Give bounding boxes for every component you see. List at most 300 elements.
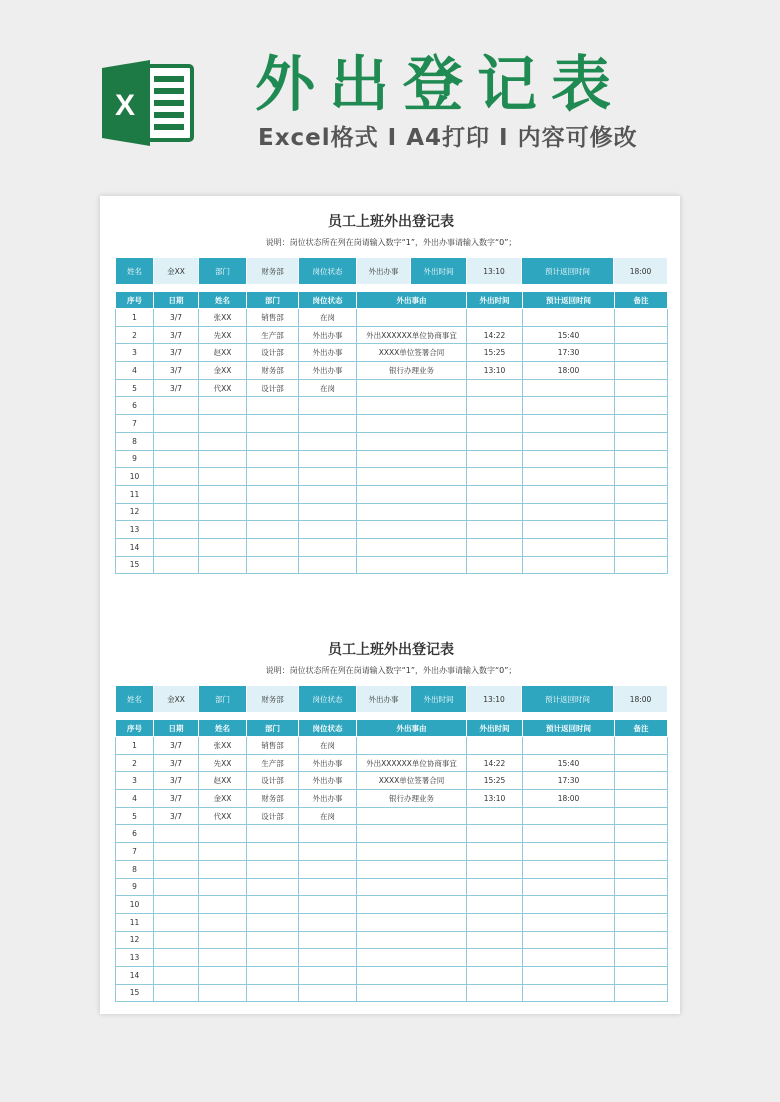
table-cell-return-time[interactable]: 18:00 (523, 790, 615, 808)
table-cell-date[interactable]: 3/7 (154, 309, 199, 327)
table-cell-remark[interactable] (615, 790, 668, 808)
table-cell-reason[interactable] (357, 485, 467, 503)
table-cell-index[interactable]: 13 (116, 521, 154, 539)
table-cell-out-time[interactable]: 15:25 (467, 772, 523, 790)
table-cell-name[interactable] (199, 468, 247, 486)
table-cell-status[interactable] (299, 825, 357, 843)
table-cell-name[interactable]: 先XX (199, 754, 247, 772)
table-cell-name[interactable]: 赵XX (199, 772, 247, 790)
table-cell-status[interactable] (299, 521, 357, 539)
table-cell-return-time[interactable] (523, 984, 615, 1002)
table-cell-date[interactable]: 3/7 (154, 379, 199, 397)
table-cell-out-time[interactable]: 14:22 (467, 326, 523, 344)
table-cell-status[interactable]: 在岗 (299, 737, 357, 755)
table-cell-index[interactable]: 12 (116, 503, 154, 521)
table-cell-return-time[interactable] (523, 503, 615, 521)
table-cell-dept[interactable] (247, 538, 299, 556)
table-cell-status[interactable] (299, 896, 357, 914)
table-cell-return-time[interactable] (523, 843, 615, 861)
table-cell-out-time[interactable] (467, 807, 523, 825)
column-header-return-time: 预计返回时间 (523, 292, 615, 309)
table-cell-index[interactable]: 1 (116, 309, 154, 327)
table-cell-reason[interactable] (357, 556, 467, 574)
table-row (116, 984, 668, 1002)
table-cell-reason[interactable] (357, 503, 467, 521)
table-cell-return-time[interactable] (523, 860, 615, 878)
table-cell-out-time[interactable] (467, 468, 523, 486)
table-cell-dept[interactable] (247, 468, 299, 486)
info-out-time-value[interactable]: 13:10 (467, 258, 522, 285)
table-cell-index[interactable]: 5 (116, 379, 154, 397)
table-cell-out-time[interactable]: 13:10 (467, 790, 523, 808)
table-cell-status[interactable] (299, 468, 357, 486)
table-cell-reason[interactable] (357, 896, 467, 914)
table-cell-name[interactable] (199, 521, 247, 539)
table-cell-date[interactable]: 3/7 (154, 344, 199, 362)
sheet-title: 员工上班外出登记表 (328, 642, 454, 658)
table-row (116, 344, 668, 362)
table-cell-remark[interactable] (615, 538, 668, 556)
table-cell-return-time[interactable]: 17:30 (523, 772, 615, 790)
table-cell-date[interactable] (154, 878, 199, 896)
table-cell-out-time[interactable]: 15:25 (467, 344, 523, 362)
table-cell-status[interactable]: 外出办事 (299, 790, 357, 808)
table-cell-return-time[interactable] (523, 825, 615, 843)
table-cell-status[interactable] (299, 913, 357, 931)
table-cell-status[interactable] (299, 450, 357, 468)
table-cell-index[interactable]: 6 (116, 397, 154, 415)
table-cell-out-time[interactable] (467, 878, 523, 896)
table-cell-return-time[interactable]: 18:00 (523, 362, 615, 380)
table-cell-reason[interactable] (357, 860, 467, 878)
table-cell-return-time[interactable] (523, 521, 615, 539)
table-cell-dept[interactable]: 销售部 (247, 737, 299, 755)
table-cell-date[interactable] (154, 485, 199, 503)
table-cell-name[interactable] (199, 878, 247, 896)
table-cell-dept[interactable] (247, 913, 299, 931)
table-cell-index[interactable]: 15 (116, 984, 154, 1002)
table-cell-status[interactable] (299, 949, 357, 967)
sheet-note: 说明：岗位状态所在列在岗请输入数字“1”，外出办事请输入数字“0”； (265, 666, 517, 675)
table-cell-dept[interactable] (247, 966, 299, 984)
table-cell-date[interactable]: 3/7 (154, 362, 199, 380)
table-cell-out-time[interactable] (467, 949, 523, 967)
table-cell-status[interactable]: 在岗 (299, 807, 357, 825)
table-cell-return-time[interactable] (523, 949, 615, 967)
table-cell-remark[interactable] (615, 432, 668, 450)
table-cell-date[interactable]: 3/7 (154, 790, 199, 808)
table-cell-dept[interactable]: 生产部 (247, 326, 299, 344)
table-row (116, 825, 668, 843)
table-cell-remark[interactable] (615, 326, 668, 344)
table-row (116, 860, 668, 878)
table-cell-out-time[interactable] (467, 309, 523, 327)
table-cell-remark[interactable] (615, 843, 668, 861)
table-cell-name[interactable]: 张XX (199, 309, 247, 327)
table-cell-index[interactable]: 4 (116, 362, 154, 380)
table-cell-name[interactable] (199, 397, 247, 415)
table-cell-name[interactable] (199, 949, 247, 967)
table-cell-name[interactable] (199, 556, 247, 574)
table-cell-index[interactable]: 1 (116, 737, 154, 755)
table-cell-out-time[interactable] (467, 860, 523, 878)
table-cell-date[interactable] (154, 468, 199, 486)
table-cell-remark[interactable] (615, 503, 668, 521)
table-cell-remark[interactable] (615, 737, 668, 755)
table-cell-date[interactable] (154, 843, 199, 861)
table-cell-out-time[interactable] (467, 379, 523, 397)
table-cell-status[interactable] (299, 931, 357, 949)
table-cell-date[interactable]: 3/7 (154, 737, 199, 755)
info-status-value[interactable]: 外出办事 (357, 258, 411, 285)
table-cell-dept[interactable]: 销售部 (247, 309, 299, 327)
table-cell-dept[interactable]: 设计部 (247, 807, 299, 825)
table-cell-name[interactable] (199, 896, 247, 914)
table-cell-dept[interactable] (247, 521, 299, 539)
table-cell-out-time[interactable] (467, 521, 523, 539)
table-cell-date[interactable]: 3/7 (154, 807, 199, 825)
info-return-value[interactable]: 18:00 (614, 686, 668, 713)
table-cell-out-time[interactable] (467, 896, 523, 914)
table-cell-date[interactable] (154, 415, 199, 433)
table-cell-out-time[interactable] (467, 931, 523, 949)
table-cell-reason[interactable] (357, 397, 467, 415)
table-cell-name[interactable] (199, 485, 247, 503)
table-cell-return-time[interactable] (523, 737, 615, 755)
table-row (116, 737, 668, 755)
table-cell-remark[interactable] (615, 397, 668, 415)
table-cell-dept[interactable] (247, 450, 299, 468)
table-cell-dept[interactable] (247, 860, 299, 878)
table-cell-name[interactable]: 赵XX (199, 344, 247, 362)
table-cell-index[interactable]: 7 (116, 415, 154, 433)
table-cell-remark[interactable] (615, 344, 668, 362)
table-row (116, 754, 668, 772)
table-cell-name[interactable]: 代XX (199, 807, 247, 825)
table-cell-index[interactable]: 9 (116, 450, 154, 468)
table-cell-reason[interactable]: 外出XXXXXX单位协商事宜 (357, 326, 467, 344)
table-cell-dept[interactable] (247, 896, 299, 914)
table-cell-name[interactable] (199, 984, 247, 1002)
table-cell-status[interactable] (299, 397, 357, 415)
table-cell-status[interactable]: 外出办事 (299, 772, 357, 790)
table-cell-dept[interactable] (247, 878, 299, 896)
register-table (115, 291, 668, 574)
table-cell-date[interactable] (154, 931, 199, 949)
table-cell-dept[interactable]: 设计部 (247, 379, 299, 397)
info-name-value[interactable]: 金XX (154, 258, 199, 285)
info-dept-value[interactable]: 财务部 (247, 258, 299, 285)
table-row (116, 896, 668, 914)
table-cell-remark[interactable] (615, 556, 668, 574)
table-cell-dept[interactable] (247, 556, 299, 574)
table-cell-out-time[interactable] (467, 503, 523, 521)
table-cell-dept[interactable] (247, 397, 299, 415)
table-cell-remark[interactable] (615, 807, 668, 825)
table-cell-return-time[interactable] (523, 913, 615, 931)
table-cell-reason[interactable] (357, 984, 467, 1002)
table-cell-name[interactable] (199, 503, 247, 521)
table-cell-date[interactable] (154, 966, 199, 984)
table-cell-name[interactable] (199, 825, 247, 843)
table-cell-return-time[interactable] (523, 309, 615, 327)
table-cell-remark[interactable] (615, 931, 668, 949)
table-cell-out-time[interactable] (467, 538, 523, 556)
table-cell-date[interactable] (154, 556, 199, 574)
table-cell-out-time[interactable]: 13:10 (467, 362, 523, 380)
table-cell-reason[interactable]: XXXX单位签署合同 (357, 344, 467, 362)
table-cell-dept[interactable] (247, 843, 299, 861)
table-cell-reason[interactable] (357, 843, 467, 861)
table-cell-out-time[interactable]: 14:22 (467, 754, 523, 772)
table-cell-return-time[interactable] (523, 878, 615, 896)
table-cell-reason[interactable] (357, 966, 467, 984)
table-cell-reason[interactable] (357, 379, 467, 397)
table-cell-date[interactable]: 3/7 (154, 754, 199, 772)
table-cell-dept[interactable] (247, 485, 299, 503)
table-cell-reason[interactable] (357, 807, 467, 825)
table-cell-return-time[interactable] (523, 485, 615, 503)
table-cell-remark[interactable] (615, 468, 668, 486)
table-cell-reason[interactable]: 外出XXXXXX单位协商事宜 (357, 754, 467, 772)
table-cell-status[interactable] (299, 966, 357, 984)
table-cell-date[interactable] (154, 913, 199, 931)
table-cell-status[interactable] (299, 415, 357, 433)
table-cell-out-time[interactable] (467, 913, 523, 931)
table-cell-index[interactable]: 12 (116, 931, 154, 949)
table-cell-out-time[interactable] (467, 966, 523, 984)
table-row (116, 379, 668, 397)
info-dept-value[interactable]: 财务部 (247, 686, 299, 713)
table-cell-out-time[interactable] (467, 556, 523, 574)
table-cell-remark[interactable] (615, 485, 668, 503)
table-cell-name[interactable]: 金XX (199, 362, 247, 380)
info-status-value[interactable]: 外出办事 (357, 686, 411, 713)
table-cell-status[interactable]: 外出办事 (299, 326, 357, 344)
table-cell-name[interactable] (199, 860, 247, 878)
table-cell-remark[interactable] (615, 450, 668, 468)
document-page (100, 196, 680, 1014)
table-cell-index[interactable]: 11 (116, 913, 154, 931)
table-cell-date[interactable]: 3/7 (154, 772, 199, 790)
table-row (116, 468, 668, 486)
table-cell-remark[interactable] (615, 309, 668, 327)
table-cell-dept[interactable]: 设计部 (247, 772, 299, 790)
table-cell-name[interactable] (199, 913, 247, 931)
table-cell-status[interactable] (299, 538, 357, 556)
table-cell-remark[interactable] (615, 772, 668, 790)
table-cell-index[interactable]: 3 (116, 344, 154, 362)
table-cell-remark[interactable] (615, 379, 668, 397)
table-cell-reason[interactable] (357, 538, 467, 556)
table-cell-reason[interactable]: 银行办理业务 (357, 790, 467, 808)
table-cell-status[interactable]: 外出办事 (299, 344, 357, 362)
table-cell-status[interactable]: 在岗 (299, 309, 357, 327)
info-return-value[interactable]: 18:00 (614, 258, 668, 285)
info-name-value[interactable]: 金XX (154, 686, 199, 713)
table-cell-name[interactable]: 代XX (199, 379, 247, 397)
table-cell-date[interactable]: 3/7 (154, 326, 199, 344)
table-cell-dept[interactable]: 财务部 (247, 790, 299, 808)
table-cell-status[interactable]: 在岗 (299, 379, 357, 397)
table-cell-reason[interactable] (357, 432, 467, 450)
table-cell-return-time[interactable] (523, 468, 615, 486)
table-cell-date[interactable] (154, 860, 199, 878)
table-cell-name[interactable]: 金XX (199, 790, 247, 808)
table-cell-index[interactable]: 8 (116, 432, 154, 450)
table-cell-date[interactable] (154, 450, 199, 468)
table-cell-remark[interactable] (615, 362, 668, 380)
table-cell-remark[interactable] (615, 415, 668, 433)
table-cell-out-time[interactable] (467, 485, 523, 503)
table-cell-status[interactable] (299, 878, 357, 896)
table-cell-out-time[interactable] (467, 450, 523, 468)
table-cell-date[interactable] (154, 825, 199, 843)
table-cell-name[interactable] (199, 450, 247, 468)
table-cell-dept[interactable] (247, 931, 299, 949)
table-cell-index[interactable]: 14 (116, 966, 154, 984)
table-cell-name[interactable]: 张XX (199, 737, 247, 755)
table-cell-date[interactable] (154, 949, 199, 967)
column-header-index: 序号 (116, 720, 154, 737)
table-cell-reason[interactable] (357, 468, 467, 486)
table-cell-remark[interactable] (615, 860, 668, 878)
table-cell-return-time[interactable]: 15:40 (523, 754, 615, 772)
table-cell-reason[interactable] (357, 931, 467, 949)
table-cell-return-time[interactable] (523, 896, 615, 914)
table-cell-index[interactable]: 4 (116, 790, 154, 808)
table-cell-dept[interactable] (247, 949, 299, 967)
table-cell-dept[interactable] (247, 415, 299, 433)
table-cell-remark[interactable] (615, 949, 668, 967)
table-cell-name[interactable] (199, 415, 247, 433)
table-cell-out-time[interactable] (467, 397, 523, 415)
table-cell-status[interactable] (299, 503, 357, 521)
info-out-time-value[interactable]: 13:10 (467, 686, 522, 713)
table-cell-return-time[interactable] (523, 432, 615, 450)
table-cell-remark[interactable] (615, 913, 668, 931)
table-cell-return-time[interactable]: 17:30 (523, 344, 615, 362)
table-cell-status[interactable] (299, 432, 357, 450)
table-cell-reason[interactable]: XXXX单位签署合同 (357, 772, 467, 790)
table-cell-status[interactable]: 外出办事 (299, 362, 357, 380)
table-cell-out-time[interactable] (467, 843, 523, 861)
table-cell-name[interactable] (199, 931, 247, 949)
table-row (116, 415, 668, 433)
table-cell-remark[interactable] (615, 896, 668, 914)
table-cell-out-time[interactable] (467, 984, 523, 1002)
table-cell-return-time[interactable] (523, 450, 615, 468)
table-cell-reason[interactable] (357, 309, 467, 327)
table-cell-date[interactable] (154, 538, 199, 556)
table-cell-remark[interactable] (615, 754, 668, 772)
table-cell-index[interactable]: 15 (116, 556, 154, 574)
table-cell-date[interactable] (154, 432, 199, 450)
table-cell-remark[interactable] (615, 984, 668, 1002)
table-cell-remark[interactable] (615, 521, 668, 539)
table-cell-reason[interactable] (357, 450, 467, 468)
table-cell-status[interactable]: 外出办事 (299, 754, 357, 772)
table-cell-return-time[interactable] (523, 415, 615, 433)
table-cell-reason[interactable]: 银行办理业务 (357, 362, 467, 380)
table-cell-index[interactable]: 10 (116, 468, 154, 486)
table-cell-status[interactable] (299, 843, 357, 861)
table-cell-date[interactable] (154, 397, 199, 415)
table-cell-reason[interactable] (357, 825, 467, 843)
table-cell-out-time[interactable] (467, 737, 523, 755)
table-cell-return-time[interactable] (523, 966, 615, 984)
table-cell-reason[interactable] (357, 878, 467, 896)
table-cell-index[interactable]: 3 (116, 772, 154, 790)
table-cell-out-time[interactable] (467, 825, 523, 843)
table-cell-reason[interactable] (357, 415, 467, 433)
table-cell-return-time[interactable] (523, 538, 615, 556)
summary-info-table (115, 685, 668, 719)
table-cell-dept[interactable] (247, 984, 299, 1002)
table-cell-index[interactable]: 9 (116, 878, 154, 896)
table-cell-return-time[interactable] (523, 397, 615, 415)
table-cell-index[interactable]: 7 (116, 843, 154, 861)
sheet-note: 说明：岗位状态所在列在岗请输入数字“1”，外出办事请输入数字“0”； (265, 238, 517, 247)
table-cell-status[interactable] (299, 860, 357, 878)
table-cell-return-time[interactable]: 15:40 (523, 326, 615, 344)
table-cell-name[interactable] (199, 432, 247, 450)
table-cell-remark[interactable] (615, 966, 668, 984)
table-cell-return-time[interactable] (523, 379, 615, 397)
table-cell-index[interactable]: 5 (116, 807, 154, 825)
table-cell-status[interactable] (299, 485, 357, 503)
table-cell-return-time[interactable] (523, 931, 615, 949)
table-cell-remark[interactable] (615, 878, 668, 896)
table-cell-index[interactable]: 2 (116, 326, 154, 344)
table-cell-return-time[interactable] (523, 807, 615, 825)
table-cell-reason[interactable] (357, 521, 467, 539)
table-cell-name[interactable] (199, 538, 247, 556)
table-cell-name[interactable]: 先XX (199, 326, 247, 344)
table-cell-out-time[interactable] (467, 432, 523, 450)
table-cell-index[interactable]: 2 (116, 754, 154, 772)
table-cell-dept[interactable] (247, 825, 299, 843)
table-cell-date[interactable] (154, 503, 199, 521)
table-cell-dept[interactable]: 财务部 (247, 362, 299, 380)
table-cell-status[interactable] (299, 556, 357, 574)
table-cell-index[interactable]: 6 (116, 825, 154, 843)
table-cell-reason[interactable] (357, 913, 467, 931)
table-cell-dept[interactable]: 生产部 (247, 754, 299, 772)
table-cell-status[interactable] (299, 984, 357, 1002)
column-header-date: 日期 (154, 292, 199, 309)
table-cell-dept[interactable] (247, 432, 299, 450)
table-cell-date[interactable] (154, 984, 199, 1002)
table-cell-index[interactable]: 10 (116, 896, 154, 914)
table-cell-dept[interactable] (247, 503, 299, 521)
table-cell-return-time[interactable] (523, 556, 615, 574)
table-cell-date[interactable] (154, 896, 199, 914)
table-cell-index[interactable]: 11 (116, 485, 154, 503)
table-cell-reason[interactable] (357, 737, 467, 755)
table-row (116, 772, 668, 790)
table-cell-dept[interactable]: 设计部 (247, 344, 299, 362)
table-cell-out-time[interactable] (467, 415, 523, 433)
table-cell-reason[interactable] (357, 949, 467, 967)
table-cell-name[interactable] (199, 843, 247, 861)
table-cell-name[interactable] (199, 966, 247, 984)
table-cell-index[interactable]: 14 (116, 538, 154, 556)
table-cell-index[interactable]: 13 (116, 949, 154, 967)
table-cell-remark[interactable] (615, 825, 668, 843)
table-cell-index[interactable]: 8 (116, 860, 154, 878)
table-cell-date[interactable] (154, 521, 199, 539)
